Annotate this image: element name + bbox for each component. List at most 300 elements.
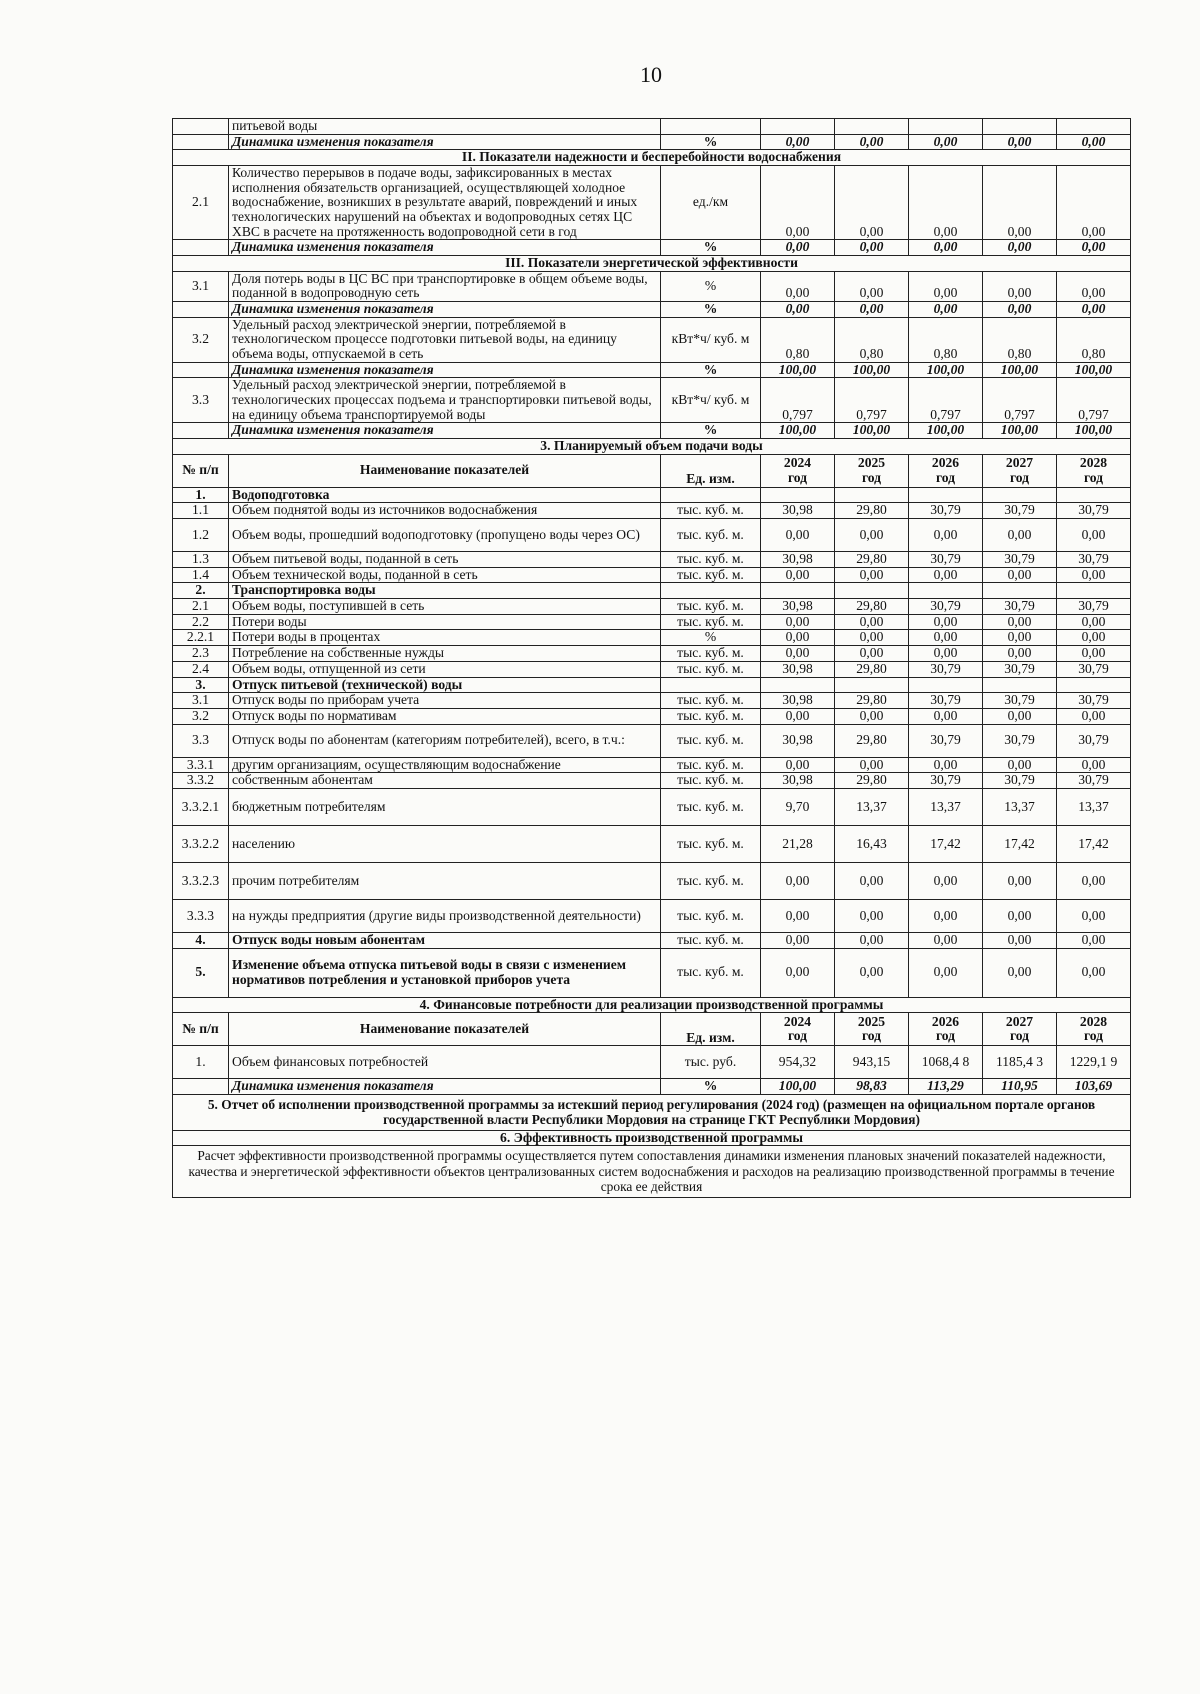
value-cell: 0,00 bbox=[909, 271, 983, 301]
row-name: Динамика изменения показателя bbox=[229, 134, 661, 150]
row-name: Объем поднятой воды из источников водоснабжения bbox=[229, 503, 661, 519]
row-name: Объем питьевой воды, поданной в сеть bbox=[229, 552, 661, 568]
year-suffix: год bbox=[1083, 469, 1104, 485]
table-row bbox=[173, 693, 1131, 709]
table-row bbox=[173, 552, 1131, 568]
value-cell: 0,00 bbox=[909, 567, 983, 583]
value-cell: 30,79 bbox=[983, 552, 1057, 568]
row-number: 3.1 bbox=[173, 271, 229, 301]
year-label: 2028 bbox=[1079, 1013, 1108, 1029]
value-cell: 0,00 bbox=[909, 948, 983, 997]
row-number: 1. bbox=[173, 487, 229, 503]
value-cell: 0,00 bbox=[761, 630, 835, 646]
value-cell: 30,79 bbox=[909, 661, 983, 677]
value-cell: 30,79 bbox=[909, 552, 983, 568]
year-label: 2027 bbox=[1005, 1013, 1034, 1029]
value-cell: 0,00 bbox=[761, 302, 835, 318]
year-suffix: год bbox=[861, 1028, 882, 1044]
row-unit: тыс. куб. м. bbox=[661, 788, 761, 825]
value-cell bbox=[1057, 677, 1131, 693]
value-cell: 30,79 bbox=[983, 661, 1057, 677]
row-number: 4. bbox=[173, 932, 229, 948]
value-cell: 29,80 bbox=[835, 503, 909, 519]
value-cell: 0,00 bbox=[909, 708, 983, 724]
header-year bbox=[909, 454, 983, 487]
value-cell bbox=[983, 119, 1057, 135]
value-cell bbox=[909, 119, 983, 135]
row-number: 3.3.2 bbox=[173, 773, 229, 789]
value-cell: 0,00 bbox=[761, 708, 835, 724]
value-cell: 30,98 bbox=[761, 661, 835, 677]
row-unit: % bbox=[661, 1079, 761, 1095]
value-cell: 0,00 bbox=[1057, 519, 1131, 552]
row-number: 2. bbox=[173, 583, 229, 599]
value-cell: 0,00 bbox=[983, 899, 1057, 932]
row-number: 3.3.2.2 bbox=[173, 825, 229, 862]
value-cell bbox=[761, 677, 835, 693]
value-cell: 30,79 bbox=[1057, 503, 1131, 519]
row-unit: тыс. куб. м. bbox=[661, 614, 761, 630]
value-cell: 0,00 bbox=[909, 630, 983, 646]
part-6-title: 6. Эффективность производственной программы bbox=[173, 1130, 1131, 1146]
row-unit: % bbox=[661, 362, 761, 378]
section-3-title-row bbox=[173, 256, 1131, 272]
header-year bbox=[983, 454, 1057, 487]
row-number: 3. bbox=[173, 677, 229, 693]
value-cell: 0,00 bbox=[835, 519, 909, 552]
table-row bbox=[173, 503, 1131, 519]
row-unit: тыс. куб. м. bbox=[661, 825, 761, 862]
value-cell: 0,00 bbox=[983, 932, 1057, 948]
value-cell: 100,00 bbox=[761, 423, 835, 439]
value-cell: 30,79 bbox=[983, 773, 1057, 789]
value-cell: 30,79 bbox=[1057, 724, 1131, 757]
value-cell: 0,00 bbox=[835, 630, 909, 646]
row-unit: % bbox=[661, 134, 761, 150]
row-number: 2.1 bbox=[173, 166, 229, 240]
row-unit: тыс. куб. м. bbox=[661, 899, 761, 932]
value-cell bbox=[761, 487, 835, 503]
value-cell: 0,00 bbox=[835, 932, 909, 948]
row-number bbox=[173, 1079, 229, 1095]
value-cell: 21,28 bbox=[761, 825, 835, 862]
table-row bbox=[173, 166, 1131, 240]
row-name: населению bbox=[229, 825, 661, 862]
row-unit bbox=[661, 487, 761, 503]
value-cell: 113,29 bbox=[909, 1079, 983, 1095]
part-4-title-row bbox=[173, 997, 1131, 1013]
year-label: 2027 bbox=[1005, 455, 1034, 471]
value-cell: 0,80 bbox=[983, 317, 1057, 362]
value-cell: 100,00 bbox=[983, 362, 1057, 378]
row-unit: % bbox=[661, 271, 761, 301]
row-unit: тыс. куб. м. bbox=[661, 567, 761, 583]
row-name: питьевой воды bbox=[229, 119, 661, 135]
row-name: Динамика изменения показателя bbox=[229, 423, 661, 439]
row-name: Водоподготовка bbox=[229, 487, 661, 503]
year-label: 2025 bbox=[857, 1013, 886, 1029]
value-cell: 0,00 bbox=[835, 646, 909, 662]
header-name: Наименование показателей bbox=[229, 454, 661, 487]
value-cell: 0,00 bbox=[835, 134, 909, 150]
value-cell: 29,80 bbox=[835, 552, 909, 568]
value-cell: 30,79 bbox=[909, 693, 983, 709]
value-cell: 100,00 bbox=[761, 362, 835, 378]
row-unit: тыс. куб. м. bbox=[661, 773, 761, 789]
value-cell: 0,00 bbox=[835, 757, 909, 773]
row-number bbox=[173, 134, 229, 150]
value-cell: 0,00 bbox=[983, 862, 1057, 899]
row-number: 3.2 bbox=[173, 708, 229, 724]
table-row bbox=[173, 362, 1131, 378]
value-cell: 0,00 bbox=[1057, 932, 1131, 948]
header-year bbox=[983, 1013, 1057, 1046]
value-cell: 0,00 bbox=[1057, 948, 1131, 997]
row-unit: % bbox=[661, 423, 761, 439]
value-cell: 0,797 bbox=[983, 378, 1057, 423]
header-year bbox=[835, 1013, 909, 1046]
value-cell: 30,79 bbox=[1057, 661, 1131, 677]
header-year bbox=[835, 454, 909, 487]
value-cell: 30,98 bbox=[761, 552, 835, 568]
value-cell: 30,98 bbox=[761, 599, 835, 615]
value-cell: 13,37 bbox=[1057, 788, 1131, 825]
row-name: Объем технической воды, поданной в сеть bbox=[229, 567, 661, 583]
row-name: Отпуск воды по абонентам (категориям потребителей), всего, в т.ч.: bbox=[229, 724, 661, 757]
row-unit: тыс. куб. м. bbox=[661, 661, 761, 677]
value-cell: 0,00 bbox=[983, 948, 1057, 997]
value-cell: 29,80 bbox=[835, 773, 909, 789]
table-row bbox=[173, 708, 1131, 724]
part-5-title: 5. Отчет об исполнении производственной программы за истекший период регулирования (2024 год) (размещен на официальном портале органов государственной власти Республики Мордовия на странице ГКТ Республики Мордовия) bbox=[173, 1094, 1131, 1130]
value-cell: 0,00 bbox=[835, 271, 909, 301]
table-row bbox=[173, 567, 1131, 583]
row-unit: кВт*ч/ куб. м bbox=[661, 317, 761, 362]
value-cell: 0,00 bbox=[761, 134, 835, 150]
value-cell: 30,79 bbox=[909, 773, 983, 789]
value-cell: 100,00 bbox=[1057, 423, 1131, 439]
row-number: 5. bbox=[173, 948, 229, 997]
value-cell: 0,80 bbox=[761, 317, 835, 362]
value-cell: 30,98 bbox=[761, 693, 835, 709]
value-cell: 30,79 bbox=[983, 599, 1057, 615]
value-cell: 0,00 bbox=[909, 932, 983, 948]
value-cell: 0,00 bbox=[1057, 862, 1131, 899]
value-cell: 1185,4 3 bbox=[983, 1046, 1057, 1079]
value-cell: 0,00 bbox=[1057, 567, 1131, 583]
row-name: собственным абонентам bbox=[229, 773, 661, 789]
row-name: Потери воды bbox=[229, 614, 661, 630]
row-unit: % bbox=[661, 630, 761, 646]
value-cell: 0,00 bbox=[909, 899, 983, 932]
value-cell: 0,00 bbox=[909, 302, 983, 318]
table-row bbox=[173, 599, 1131, 615]
year-suffix: год bbox=[787, 469, 808, 485]
value-cell bbox=[761, 119, 835, 135]
year-suffix: год bbox=[1009, 469, 1030, 485]
part-3-header-row bbox=[173, 454, 1131, 487]
value-cell: 0,00 bbox=[835, 862, 909, 899]
year-label: 2024 bbox=[783, 1013, 812, 1029]
value-cell: 30,79 bbox=[983, 693, 1057, 709]
value-cell: 0,00 bbox=[909, 166, 983, 240]
value-cell: 0,00 bbox=[983, 134, 1057, 150]
value-cell: 0,797 bbox=[761, 378, 835, 423]
value-cell: 30,79 bbox=[1057, 693, 1131, 709]
value-cell bbox=[835, 583, 909, 599]
part-3-title: 3. Планируемый объем подачи воды bbox=[173, 439, 1131, 455]
table-row bbox=[173, 271, 1131, 301]
table-row bbox=[173, 646, 1131, 662]
value-cell: 0,00 bbox=[835, 614, 909, 630]
table-row bbox=[173, 614, 1131, 630]
year-suffix: год bbox=[935, 1028, 956, 1044]
value-cell: 1068,4 8 bbox=[909, 1046, 983, 1079]
row-number bbox=[173, 362, 229, 378]
part-6-title-row bbox=[173, 1130, 1131, 1146]
row-name: Объем воды, прошедший водоподготовку (пропущено воды через ОС) bbox=[229, 519, 661, 552]
table-row bbox=[173, 724, 1131, 757]
value-cell: 100,00 bbox=[835, 362, 909, 378]
value-cell bbox=[909, 487, 983, 503]
value-cell: 0,00 bbox=[983, 646, 1057, 662]
value-cell: 30,98 bbox=[761, 724, 835, 757]
row-name: Отпуск воды по приборам учета bbox=[229, 693, 661, 709]
table-row bbox=[173, 240, 1131, 256]
value-cell: 0,797 bbox=[1057, 378, 1131, 423]
row-name: прочим потребителям bbox=[229, 862, 661, 899]
value-cell: 30,98 bbox=[761, 773, 835, 789]
header-year bbox=[1057, 1013, 1131, 1046]
table-row bbox=[173, 899, 1131, 932]
value-cell: 0,80 bbox=[1057, 317, 1131, 362]
year-suffix: год bbox=[861, 469, 882, 485]
value-cell: 0,00 bbox=[761, 519, 835, 552]
row-name: бюджетным потребителям bbox=[229, 788, 661, 825]
header-year bbox=[909, 1013, 983, 1046]
row-number bbox=[173, 302, 229, 318]
table-row bbox=[173, 302, 1131, 318]
value-cell bbox=[983, 677, 1057, 693]
table-row bbox=[173, 773, 1131, 789]
table-row bbox=[173, 583, 1131, 599]
row-unit: тыс. куб. м. bbox=[661, 932, 761, 948]
row-number: 3.3.3 bbox=[173, 899, 229, 932]
row-number: 3.3.2.1 bbox=[173, 788, 229, 825]
value-cell: 0,00 bbox=[983, 519, 1057, 552]
value-cell: 0,00 bbox=[1057, 240, 1131, 256]
value-cell: 1229,1 9 bbox=[1057, 1046, 1131, 1079]
value-cell: 0,00 bbox=[761, 646, 835, 662]
value-cell: 0,00 bbox=[983, 302, 1057, 318]
value-cell: 0,00 bbox=[983, 757, 1057, 773]
table-row bbox=[173, 317, 1131, 362]
value-cell bbox=[835, 487, 909, 503]
row-unit: тыс. куб. м. bbox=[661, 599, 761, 615]
row-unit: тыс. куб. м. bbox=[661, 503, 761, 519]
value-cell: 30,79 bbox=[983, 503, 1057, 519]
value-cell: 0,00 bbox=[761, 567, 835, 583]
row-name: Динамика изменения показателя bbox=[229, 240, 661, 256]
header-number: № п/п bbox=[173, 1013, 229, 1046]
value-cell: 0,00 bbox=[983, 630, 1057, 646]
table-row bbox=[173, 661, 1131, 677]
row-name: Доля потерь воды в ЦС ВС при транспортировке в общем объеме воды, поданной в водопроводную сеть bbox=[229, 271, 661, 301]
row-name: Объем воды, отпущенной из сети bbox=[229, 661, 661, 677]
value-cell: 0,00 bbox=[1057, 614, 1131, 630]
value-cell: 100,00 bbox=[983, 423, 1057, 439]
row-number: 2.3 bbox=[173, 646, 229, 662]
value-cell: 0,00 bbox=[1057, 757, 1131, 773]
value-cell: 0,797 bbox=[909, 378, 983, 423]
row-number: 2.2 bbox=[173, 614, 229, 630]
part-4-title: 4. Финансовые потребности для реализации производственной программы bbox=[173, 997, 1131, 1013]
year-label: 2024 bbox=[783, 455, 812, 471]
row-number: 2.2.1 bbox=[173, 630, 229, 646]
value-cell: 0,00 bbox=[761, 932, 835, 948]
row-unit: тыс. куб. м. bbox=[661, 646, 761, 662]
table-row bbox=[173, 757, 1131, 773]
year-label: 2025 bbox=[857, 455, 886, 471]
value-cell: 13,37 bbox=[835, 788, 909, 825]
row-name: другим организациям, осуществляющим водоснабжение bbox=[229, 757, 661, 773]
value-cell: 29,80 bbox=[835, 724, 909, 757]
row-name: Отпуск питьевой (технической) воды bbox=[229, 677, 661, 693]
value-cell bbox=[1057, 487, 1131, 503]
row-unit: % bbox=[661, 240, 761, 256]
row-number bbox=[173, 423, 229, 439]
header-number: № п/п bbox=[173, 454, 229, 487]
row-unit: ед./км bbox=[661, 166, 761, 240]
value-cell: 0,00 bbox=[1057, 899, 1131, 932]
value-cell: 0,00 bbox=[761, 271, 835, 301]
value-cell bbox=[1057, 583, 1131, 599]
value-cell: 30,79 bbox=[909, 724, 983, 757]
table-row bbox=[173, 487, 1131, 503]
row-number: 3.3.2.3 bbox=[173, 862, 229, 899]
row-unit: тыс. куб. м. bbox=[661, 757, 761, 773]
value-cell: 0,00 bbox=[909, 240, 983, 256]
value-cell: 0,00 bbox=[909, 862, 983, 899]
value-cell: 0,00 bbox=[835, 567, 909, 583]
table-row bbox=[173, 932, 1131, 948]
part-6-text-row bbox=[173, 1146, 1131, 1197]
value-cell: 30,79 bbox=[1057, 599, 1131, 615]
value-cell: 0,00 bbox=[761, 240, 835, 256]
header-year bbox=[761, 454, 835, 487]
row-unit bbox=[661, 119, 761, 135]
value-cell bbox=[983, 583, 1057, 599]
row-number: 2.1 bbox=[173, 599, 229, 615]
value-cell: 0,00 bbox=[835, 899, 909, 932]
value-cell: 0,00 bbox=[1057, 271, 1131, 301]
value-cell: 943,15 bbox=[835, 1046, 909, 1079]
year-suffix: год bbox=[1083, 1028, 1104, 1044]
value-cell: 0,00 bbox=[835, 302, 909, 318]
value-cell: 0,00 bbox=[983, 166, 1057, 240]
table-row bbox=[173, 862, 1131, 899]
row-number: 3.2 bbox=[173, 317, 229, 362]
value-cell: 0,80 bbox=[909, 317, 983, 362]
table-row bbox=[173, 519, 1131, 552]
row-number bbox=[173, 240, 229, 256]
row-name: на нужды предприятия (другие виды производственной деятельности) bbox=[229, 899, 661, 932]
value-cell: 110,95 bbox=[983, 1079, 1057, 1095]
value-cell: 0,00 bbox=[1057, 630, 1131, 646]
header-name: Наименование показателей bbox=[229, 1013, 661, 1046]
value-cell: 0,00 bbox=[835, 948, 909, 997]
row-unit: % bbox=[661, 302, 761, 318]
value-cell: 0,00 bbox=[835, 240, 909, 256]
value-cell: 0,00 bbox=[761, 899, 835, 932]
value-cell bbox=[835, 119, 909, 135]
part-6-text: Расчет эффективности производственной программы осуществляется путем сопоставления динамики изменения плановых значений показателей надежности, качества и энергетической эффективности объектов централизованных систем водоснабжения и расходов на реализацию производственной программы в течение срока ее действия bbox=[173, 1146, 1131, 1197]
value-cell: 0,00 bbox=[761, 757, 835, 773]
row-unit: тыс. куб. м. bbox=[661, 724, 761, 757]
part-5-title-row bbox=[173, 1094, 1131, 1130]
value-cell bbox=[761, 583, 835, 599]
table-row bbox=[173, 1079, 1131, 1095]
row-name: Удельный расход электрической энергии, потребляемой в технологических процессах подъема и транспортировки питьевой воды, на единицу объема транспортируемой воды bbox=[229, 378, 661, 423]
value-cell bbox=[835, 677, 909, 693]
row-number: 3.3 bbox=[173, 724, 229, 757]
row-number: 1.1 bbox=[173, 503, 229, 519]
row-name: Объем финансовых потребностей bbox=[229, 1046, 661, 1079]
row-name: Динамика изменения показателя bbox=[229, 302, 661, 318]
table-row bbox=[173, 378, 1131, 423]
value-cell: 100,00 bbox=[761, 1079, 835, 1095]
value-cell bbox=[1057, 119, 1131, 135]
value-cell: 30,79 bbox=[1057, 552, 1131, 568]
row-name: Динамика изменения показателя bbox=[229, 362, 661, 378]
year-suffix: год bbox=[1009, 1028, 1030, 1044]
value-cell bbox=[983, 487, 1057, 503]
row-unit: тыс. куб. м. bbox=[661, 693, 761, 709]
value-cell: 954,32 bbox=[761, 1046, 835, 1079]
value-cell: 0,00 bbox=[1057, 708, 1131, 724]
value-cell: 0,00 bbox=[983, 708, 1057, 724]
row-unit: тыс. куб. м. bbox=[661, 948, 761, 997]
row-unit bbox=[661, 583, 761, 599]
value-cell: 17,42 bbox=[909, 825, 983, 862]
row-unit bbox=[661, 677, 761, 693]
row-number: 3.3.1 bbox=[173, 757, 229, 773]
value-cell: 30,79 bbox=[909, 503, 983, 519]
value-cell: 13,37 bbox=[983, 788, 1057, 825]
value-cell: 16,43 bbox=[835, 825, 909, 862]
value-cell: 30,79 bbox=[909, 599, 983, 615]
value-cell: 0,00 bbox=[1057, 134, 1131, 150]
table-row bbox=[173, 788, 1131, 825]
table-row bbox=[173, 677, 1131, 693]
table-row bbox=[173, 948, 1131, 997]
value-cell: 0,00 bbox=[1057, 646, 1131, 662]
program-table bbox=[172, 118, 1131, 1198]
row-number: 1. bbox=[173, 1046, 229, 1079]
value-cell bbox=[909, 677, 983, 693]
section-2-title: II. Показатели надежности и бесперебойности водоснабжения bbox=[173, 150, 1131, 166]
header-year bbox=[761, 1013, 835, 1046]
value-cell: 13,37 bbox=[909, 788, 983, 825]
value-cell: 0,00 bbox=[761, 614, 835, 630]
value-cell: 0,00 bbox=[1057, 302, 1131, 318]
row-number bbox=[173, 119, 229, 135]
value-cell: 0,00 bbox=[761, 948, 835, 997]
row-name: Динамика изменения показателя bbox=[229, 1079, 661, 1095]
header-unit: Ед. изм. bbox=[661, 1013, 761, 1046]
row-unit: тыс. куб. м. bbox=[661, 708, 761, 724]
table-row bbox=[173, 134, 1131, 150]
